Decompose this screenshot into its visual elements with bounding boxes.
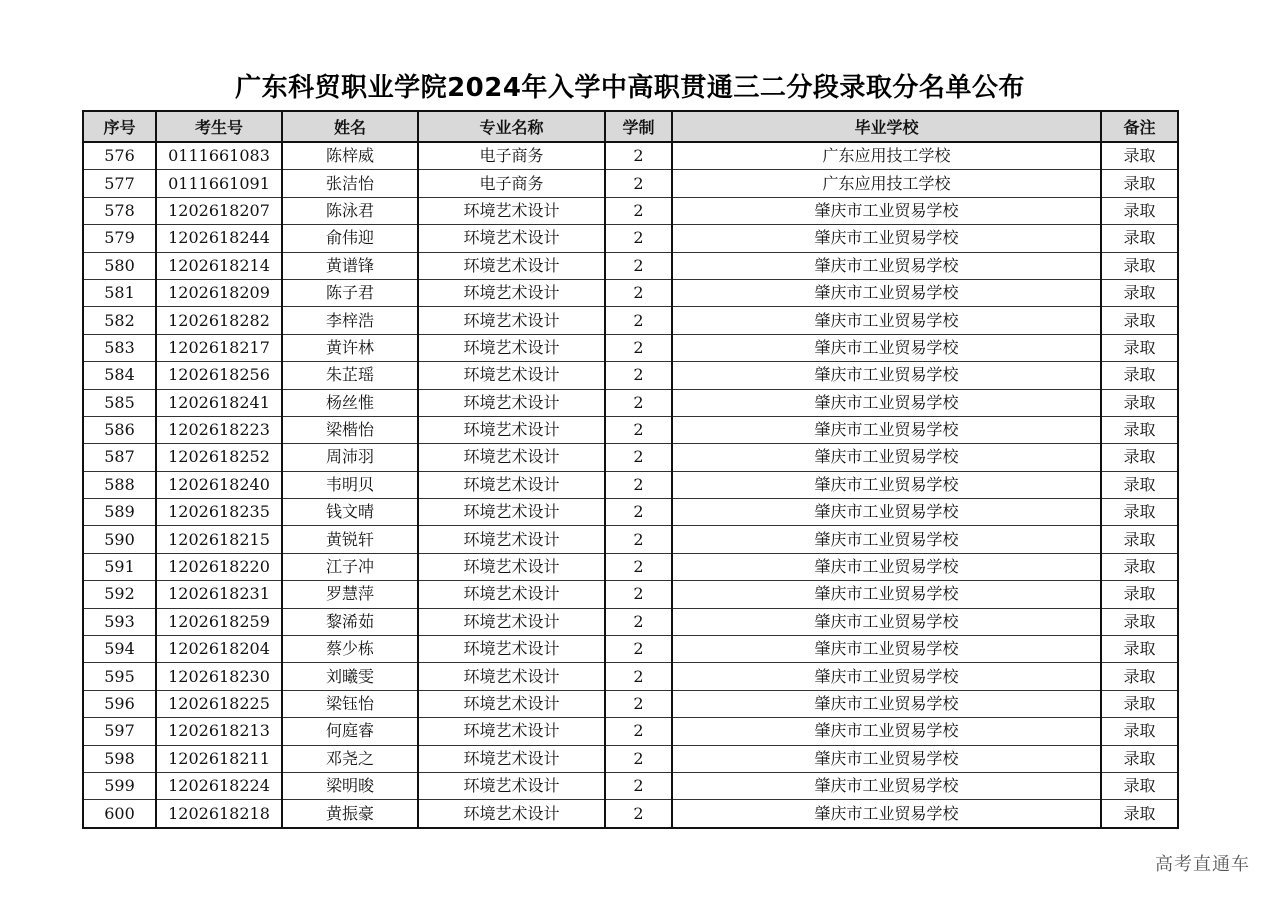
cell-seq: 589	[83, 499, 156, 526]
cell-remark: 录取	[1101, 800, 1178, 828]
cell-years: 2	[605, 225, 672, 252]
cell-name: 钱文晴	[282, 499, 418, 526]
cell-name: 梁钰怡	[282, 690, 418, 717]
cell-exam-id: 1202618240	[156, 471, 282, 498]
cell-name: 韦明贝	[282, 471, 418, 498]
table-row	[83, 362, 1178, 389]
cell-name: 张洁怡	[282, 170, 418, 197]
cell-years: 2	[605, 553, 672, 580]
cell-name: 陈子君	[282, 279, 418, 306]
cell-major: 环境艺术设计	[418, 663, 605, 690]
table-row	[83, 608, 1178, 635]
table-row	[83, 279, 1178, 306]
cell-school: 肇庆市工业贸易学校	[672, 718, 1101, 745]
cell-name: 李梓浩	[282, 307, 418, 334]
cell-remark: 录取	[1101, 690, 1178, 717]
cell-name: 罗慧萍	[282, 581, 418, 608]
cell-school: 肇庆市工业贸易学校	[672, 471, 1101, 498]
cell-exam-id: 1202618224	[156, 772, 282, 799]
cell-seq: 576	[83, 142, 156, 170]
cell-exam-id: 1202618282	[156, 307, 282, 334]
cell-name: 刘曦雯	[282, 663, 418, 690]
cell-major: 环境艺术设计	[418, 416, 605, 443]
table-row	[83, 636, 1178, 663]
cell-school: 肇庆市工业贸易学校	[672, 553, 1101, 580]
cell-major: 环境艺术设计	[418, 608, 605, 635]
cell-remark: 录取	[1101, 170, 1178, 197]
cell-seq: 586	[83, 416, 156, 443]
cell-name: 黄锐轩	[282, 526, 418, 553]
cell-years: 2	[605, 526, 672, 553]
cell-exam-id: 1202618213	[156, 718, 282, 745]
cell-years: 2	[605, 608, 672, 635]
cell-years: 2	[605, 444, 672, 471]
table-row	[83, 663, 1178, 690]
cell-exam-id: 1202618259	[156, 608, 282, 635]
cell-major: 环境艺术设计	[418, 334, 605, 361]
cell-seq: 600	[83, 800, 156, 828]
column-header-school: 毕业学校	[672, 111, 1101, 142]
cell-years: 2	[605, 362, 672, 389]
table-row	[83, 416, 1178, 443]
table-row	[83, 471, 1178, 498]
cell-exam-id: 1202618252	[156, 444, 282, 471]
cell-remark: 录取	[1101, 362, 1178, 389]
table-row	[83, 444, 1178, 471]
cell-seq: 596	[83, 690, 156, 717]
cell-years: 2	[605, 307, 672, 334]
table-header	[83, 111, 1178, 142]
cell-exam-id: 1202618214	[156, 252, 282, 279]
cell-school: 肇庆市工业贸易学校	[672, 499, 1101, 526]
cell-major: 环境艺术设计	[418, 800, 605, 828]
cell-name: 黄振豪	[282, 800, 418, 828]
cell-remark: 录取	[1101, 307, 1178, 334]
cell-exam-id: 1202618215	[156, 526, 282, 553]
table-row	[83, 197, 1178, 224]
cell-major: 环境艺术设计	[418, 745, 605, 772]
cell-name: 梁楷怡	[282, 416, 418, 443]
cell-name: 朱芷瑶	[282, 362, 418, 389]
cell-remark: 录取	[1101, 608, 1178, 635]
cell-major: 环境艺术设计	[418, 389, 605, 416]
cell-seq: 579	[83, 225, 156, 252]
page-title: 广东科贸职业学院2024年入学中高职贯通三二分段录取分名单公布	[235, 73, 1025, 103]
cell-major: 环境艺术设计	[418, 718, 605, 745]
cell-remark: 录取	[1101, 416, 1178, 443]
cell-school: 肇庆市工业贸易学校	[672, 526, 1101, 553]
cell-remark: 录取	[1101, 197, 1178, 224]
cell-exam-id: 1202618244	[156, 225, 282, 252]
column-header-remark: 备注	[1101, 111, 1178, 142]
cell-seq: 595	[83, 663, 156, 690]
cell-major: 环境艺术设计	[418, 636, 605, 663]
cell-seq: 588	[83, 471, 156, 498]
column-header-seq: 序号	[83, 111, 156, 142]
cell-years: 2	[605, 745, 672, 772]
cell-major: 环境艺术设计	[418, 581, 605, 608]
cell-remark: 录取	[1101, 252, 1178, 279]
column-header-exam-id: 考生号	[156, 111, 282, 142]
cell-seq: 591	[83, 553, 156, 580]
cell-major: 环境艺术设计	[418, 444, 605, 471]
cell-school: 肇庆市工业贸易学校	[672, 444, 1101, 471]
cell-remark: 录取	[1101, 279, 1178, 306]
admission-table	[82, 110, 1179, 829]
cell-name: 陈泳君	[282, 197, 418, 224]
cell-years: 2	[605, 772, 672, 799]
cell-major: 环境艺术设计	[418, 252, 605, 279]
cell-school: 肇庆市工业贸易学校	[672, 389, 1101, 416]
cell-years: 2	[605, 718, 672, 745]
table-row	[83, 307, 1178, 334]
cell-name: 邓尧之	[282, 745, 418, 772]
cell-exam-id: 0111661083	[156, 142, 282, 170]
cell-major: 电子商务	[418, 142, 605, 170]
cell-remark: 录取	[1101, 499, 1178, 526]
cell-major: 环境艺术设计	[418, 690, 605, 717]
cell-remark: 录取	[1101, 745, 1178, 772]
cell-remark: 录取	[1101, 471, 1178, 498]
cell-remark: 录取	[1101, 581, 1178, 608]
cell-years: 2	[605, 416, 672, 443]
cell-remark: 录取	[1101, 772, 1178, 799]
cell-years: 2	[605, 197, 672, 224]
table-row	[83, 800, 1178, 828]
cell-exam-id: 1202618211	[156, 745, 282, 772]
table-row	[83, 225, 1178, 252]
cell-school: 肇庆市工业贸易学校	[672, 608, 1101, 635]
cell-years: 2	[605, 663, 672, 690]
cell-seq: 598	[83, 745, 156, 772]
cell-seq: 593	[83, 608, 156, 635]
cell-major: 环境艺术设计	[418, 307, 605, 334]
cell-exam-id: 1202618231	[156, 581, 282, 608]
cell-school: 肇庆市工业贸易学校	[672, 362, 1101, 389]
cell-name: 陈梓威	[282, 142, 418, 170]
cell-exam-id: 1202618220	[156, 553, 282, 580]
cell-name: 俞伟迎	[282, 225, 418, 252]
cell-seq: 587	[83, 444, 156, 471]
cell-remark: 录取	[1101, 225, 1178, 252]
header-row	[83, 111, 1178, 142]
cell-years: 2	[605, 389, 672, 416]
cell-years: 2	[605, 690, 672, 717]
cell-exam-id: 1202618225	[156, 690, 282, 717]
cell-seq: 590	[83, 526, 156, 553]
cell-seq: 581	[83, 279, 156, 306]
cell-remark: 录取	[1101, 334, 1178, 361]
table-row	[83, 170, 1178, 197]
cell-school: 肇庆市工业贸易学校	[672, 416, 1101, 443]
table-row	[83, 772, 1178, 799]
cell-school: 肇庆市工业贸易学校	[672, 690, 1101, 717]
cell-school: 广东应用技工学校	[672, 170, 1101, 197]
table-row	[83, 745, 1178, 772]
cell-seq: 597	[83, 718, 156, 745]
cell-exam-id: 1202618223	[156, 416, 282, 443]
cell-school: 肇庆市工业贸易学校	[672, 197, 1101, 224]
cell-name: 梁明晙	[282, 772, 418, 799]
cell-exam-id: 1202618204	[156, 636, 282, 663]
table-row	[83, 718, 1178, 745]
cell-school: 肇庆市工业贸易学校	[672, 663, 1101, 690]
cell-school: 肇庆市工业贸易学校	[672, 636, 1101, 663]
cell-school: 肇庆市工业贸易学校	[672, 334, 1101, 361]
table-row	[83, 334, 1178, 361]
cell-years: 2	[605, 471, 672, 498]
cell-years: 2	[605, 800, 672, 828]
cell-name: 周沛羽	[282, 444, 418, 471]
table-row	[83, 252, 1178, 279]
cell-years: 2	[605, 252, 672, 279]
table-row	[83, 553, 1178, 580]
cell-seq: 578	[83, 197, 156, 224]
cell-seq: 584	[83, 362, 156, 389]
cell-exam-id: 1202618207	[156, 197, 282, 224]
cell-school: 肇庆市工业贸易学校	[672, 581, 1101, 608]
cell-name: 黄许林	[282, 334, 418, 361]
cell-school: 肇庆市工业贸易学校	[672, 225, 1101, 252]
cell-name: 黄谱锋	[282, 252, 418, 279]
cell-name: 江子冲	[282, 553, 418, 580]
cell-name: 黎浠茹	[282, 608, 418, 635]
cell-exam-id: 1202618230	[156, 663, 282, 690]
cell-exam-id: 1202618218	[156, 800, 282, 828]
cell-name: 杨丝惟	[282, 389, 418, 416]
column-header-years: 学制	[605, 111, 672, 142]
cell-major: 环境艺术设计	[418, 499, 605, 526]
cell-major: 环境艺术设计	[418, 362, 605, 389]
cell-years: 2	[605, 279, 672, 306]
table-row	[83, 389, 1178, 416]
table-row	[83, 142, 1178, 170]
cell-exam-id: 1202618209	[156, 279, 282, 306]
cell-major: 环境艺术设计	[418, 553, 605, 580]
cell-exam-id: 1202618256	[156, 362, 282, 389]
cell-major: 环境艺术设计	[418, 772, 605, 799]
cell-remark: 录取	[1101, 553, 1178, 580]
cell-remark: 录取	[1101, 389, 1178, 416]
cell-seq: 592	[83, 581, 156, 608]
cell-remark: 录取	[1101, 636, 1178, 663]
cell-seq: 583	[83, 334, 156, 361]
cell-seq: 582	[83, 307, 156, 334]
cell-major: 电子商务	[418, 170, 605, 197]
table-row	[83, 690, 1178, 717]
cell-school: 肇庆市工业贸易学校	[672, 307, 1101, 334]
table-row	[83, 526, 1178, 553]
cell-exam-id: 1202618235	[156, 499, 282, 526]
table-row	[83, 499, 1178, 526]
watermark: 高考直通车	[1155, 854, 1250, 875]
column-header-name: 姓名	[282, 111, 418, 142]
cell-school: 肇庆市工业贸易学校	[672, 252, 1101, 279]
cell-school: 肇庆市工业贸易学校	[672, 279, 1101, 306]
table-row	[83, 581, 1178, 608]
cell-major: 环境艺术设计	[418, 197, 605, 224]
cell-years: 2	[605, 581, 672, 608]
cell-school: 肇庆市工业贸易学校	[672, 745, 1101, 772]
cell-major: 环境艺术设计	[418, 225, 605, 252]
cell-years: 2	[605, 170, 672, 197]
cell-major: 环境艺术设计	[418, 526, 605, 553]
cell-years: 2	[605, 636, 672, 663]
cell-seq: 585	[83, 389, 156, 416]
cell-remark: 录取	[1101, 142, 1178, 170]
cell-seq: 577	[83, 170, 156, 197]
cell-remark: 录取	[1101, 718, 1178, 745]
cell-exam-id: 0111661091	[156, 170, 282, 197]
cell-major: 环境艺术设计	[418, 471, 605, 498]
cell-years: 2	[605, 499, 672, 526]
cell-remark: 录取	[1101, 526, 1178, 553]
cell-name: 蔡少栋	[282, 636, 418, 663]
column-header-major: 专业名称	[418, 111, 605, 142]
cell-name: 何庭睿	[282, 718, 418, 745]
cell-seq: 580	[83, 252, 156, 279]
cell-exam-id: 1202618217	[156, 334, 282, 361]
cell-years: 2	[605, 142, 672, 170]
cell-seq: 594	[83, 636, 156, 663]
table-body	[83, 142, 1178, 828]
cell-seq: 599	[83, 772, 156, 799]
cell-major: 环境艺术设计	[418, 279, 605, 306]
cell-exam-id: 1202618241	[156, 389, 282, 416]
cell-school: 肇庆市工业贸易学校	[672, 772, 1101, 799]
cell-school: 肇庆市工业贸易学校	[672, 800, 1101, 828]
cell-years: 2	[605, 334, 672, 361]
cell-remark: 录取	[1101, 444, 1178, 471]
cell-school: 广东应用技工学校	[672, 142, 1101, 170]
cell-remark: 录取	[1101, 663, 1178, 690]
